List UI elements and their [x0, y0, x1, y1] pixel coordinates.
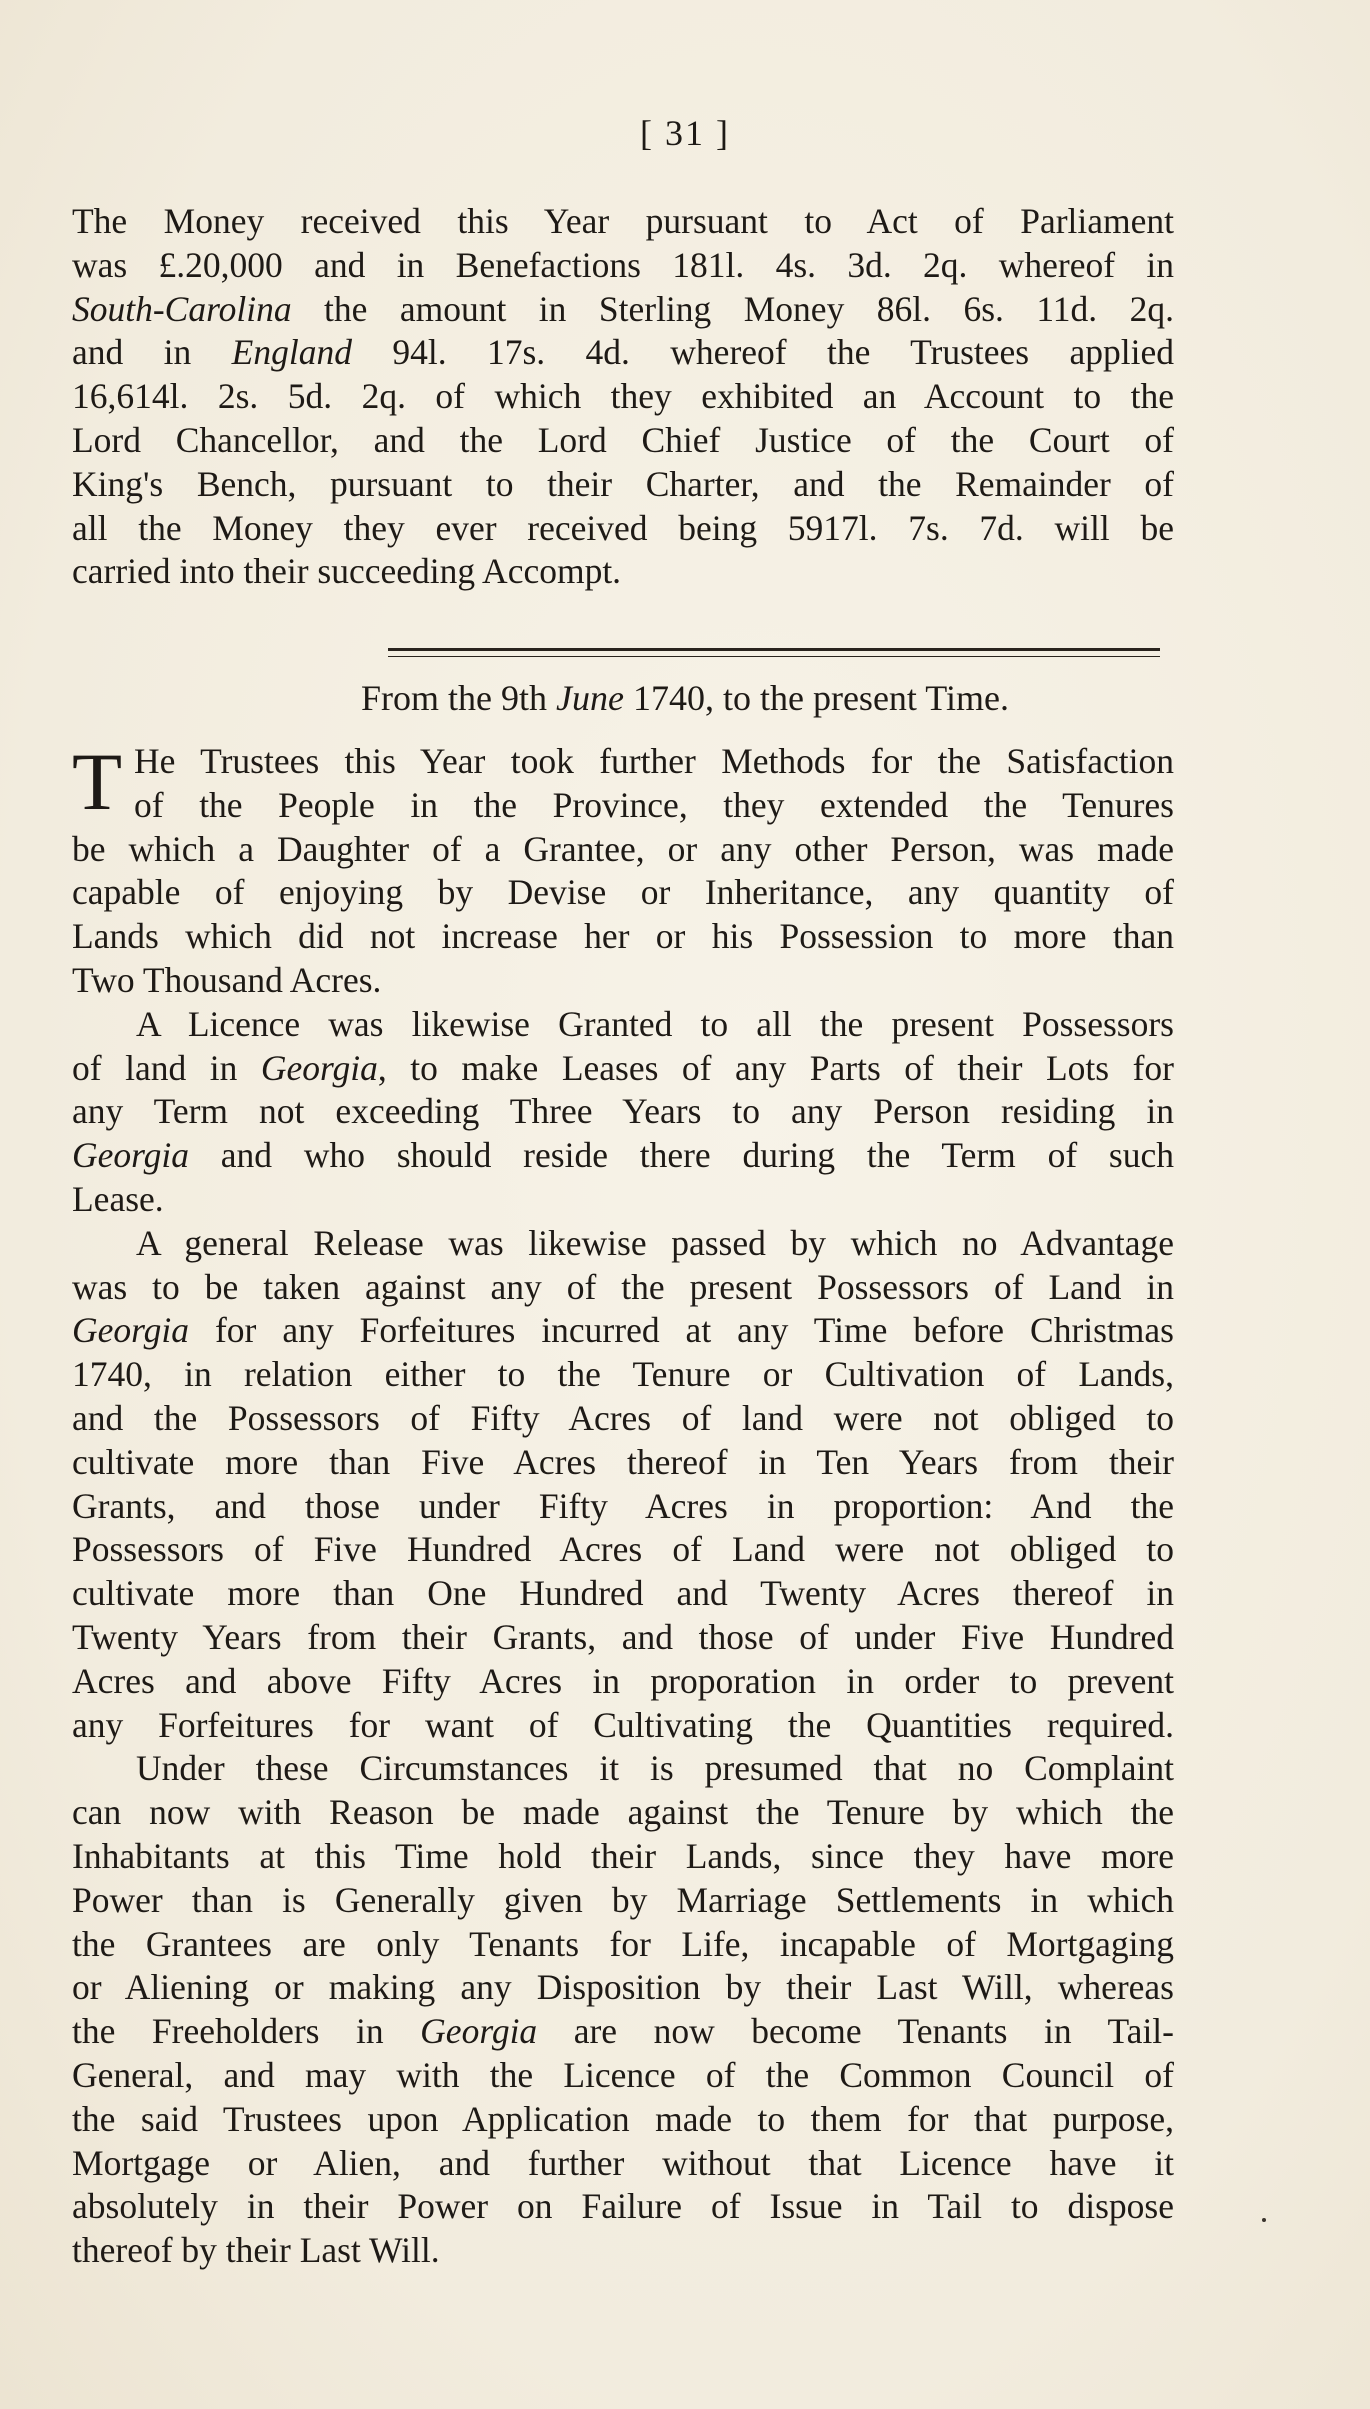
text-line: Acres and above Fifty Acres in proporation in order to prevent [72, 1660, 1174, 1701]
text-line: A Licence was likewise Granted to all the present Possessors [136, 1003, 1174, 1044]
text-line: of the People in the Province, they extended the Tenures [134, 784, 1174, 825]
text-line: Twenty Years from their Grants, and those of under Five Hundred [72, 1616, 1174, 1657]
text-line: was £.20,000 and in Benefactions 181l. 4s. 3d. 2q. whereof in [72, 244, 1174, 285]
section-body [72, 736, 1174, 2273]
text-line: be which a Daughter of a Grantee, or any other Person, was made [72, 828, 1174, 869]
text-line: King's Bench, pursuant to their Charter, and the Remainder of [72, 463, 1174, 504]
text-line: any Term not exceeding Three Years to any Person residing in [72, 1091, 1174, 1132]
text-line: any Forfeitures for want of Cultivating the Quantities required. [72, 1704, 1174, 1745]
paragraph-trustees-methods [72, 736, 1174, 1003]
text-line: 16,614l. 2s. 5d. 2q. of which they exhibited an Account to the [72, 376, 1174, 417]
text-line: Power than is Generally given by Marriage Settlements in which [72, 1879, 1174, 1920]
paper-speck [1262, 2218, 1266, 2222]
text-line: the Freeholders in Georgia are now become Tenants in Tail- [72, 2011, 1174, 2052]
paragraph-money-received [72, 200, 1174, 594]
text-line: and the Possessors of Fifty Acres of land were not obliged to [72, 1397, 1174, 1438]
text-line: thereof by their Last Will. [72, 2230, 440, 2271]
text-line: and in England 94l. 17s. 4d. whereof the Trustees applied [72, 332, 1174, 373]
text-line: Lease. [72, 1178, 164, 1219]
text-line: He Trustees this Year took further Methods for the Satisfaction [134, 741, 1174, 781]
text-line: capable of enjoying by Devise or Inheritance, any quantity of [72, 872, 1174, 913]
text-line: carried into their succeeding Accompt. [72, 551, 622, 592]
text-line: or Aliening or making any Disposition by their Last Will, whereas [72, 1967, 1174, 2008]
text-line: cultivate more than One Hundred and Twenty Acres thereof in [72, 1573, 1174, 1614]
text-line: South-Carolina the amount in Sterling Money 86l. 6s. 11d. 2q. [72, 288, 1174, 329]
text-line: Georgia for any Forfeitures incurred at any Time before Christmas [72, 1310, 1174, 1351]
drop-cap: T [72, 736, 123, 827]
paragraph-general-release [72, 1222, 1174, 1748]
text-line: Lands which did not increase her or his Possession to more than [72, 916, 1174, 957]
text-line: Under these Circumstances it is presumed that no Complaint [136, 1748, 1174, 1789]
text-line: Possessors of Five Hundred Acres of Land were not obliged to [72, 1529, 1174, 1570]
text-line: can now with Reason be made against the Tenure by which the [72, 1792, 1174, 1833]
text-line: Mortgage or Alien, and further without that Licence have it [72, 2142, 1174, 2183]
text-line: of land in Georgia, to make Leases of any Parts of their Lots for [72, 1047, 1174, 1088]
paragraph-licence-leases [72, 1003, 1174, 1222]
text-line: 1740, in relation either to the Tenure or Cultivation of Lands, [72, 1354, 1174, 1395]
text-line: was to be taken against any of the present Possessors of Land in [72, 1266, 1174, 1307]
text-line: Grants, and those under Fifty Acres in proportion: And the [72, 1485, 1174, 1526]
text-line: all the Money they ever received being 5917l. 7s. 7d. will be [72, 507, 1174, 548]
text-line: cultivate more than Five Acres thereof in Ten Years from their [72, 1441, 1174, 1482]
text-line: absolutely in their Power on Failure of Issue in Tail to dispose [72, 2186, 1174, 2227]
page-number: [ 31 ] [640, 113, 730, 153]
text-line: Lord Chancellor, and the Lord Chief Justice of the Court of [72, 419, 1174, 460]
text-line: the said Trustees upon Application made to them for that purpose, [72, 2098, 1174, 2139]
text-line: General, and may with the Licence of the Common Council of [72, 2054, 1174, 2095]
text-line: The Money received this Year pursuant to Act of Parliament [72, 201, 1174, 241]
text-line: Inhabitants at this Time hold their Lands, since they have more [72, 1835, 1174, 1876]
section-divider-rule [388, 648, 1160, 657]
section-heading: From the 9th June 1740, to the present Time. [361, 678, 1009, 718]
text-line: the Grantees are only Tenants for Life, incapable of Mortgaging [72, 1923, 1174, 1964]
text-line: Two Thousand Acres. [72, 959, 382, 1000]
paragraph-circumstances [72, 1747, 1174, 2273]
text-line: Georgia and who should reside there during the Term of such [72, 1135, 1174, 1176]
text-line: A general Release was likewise passed by which no Advantage [136, 1222, 1174, 1263]
